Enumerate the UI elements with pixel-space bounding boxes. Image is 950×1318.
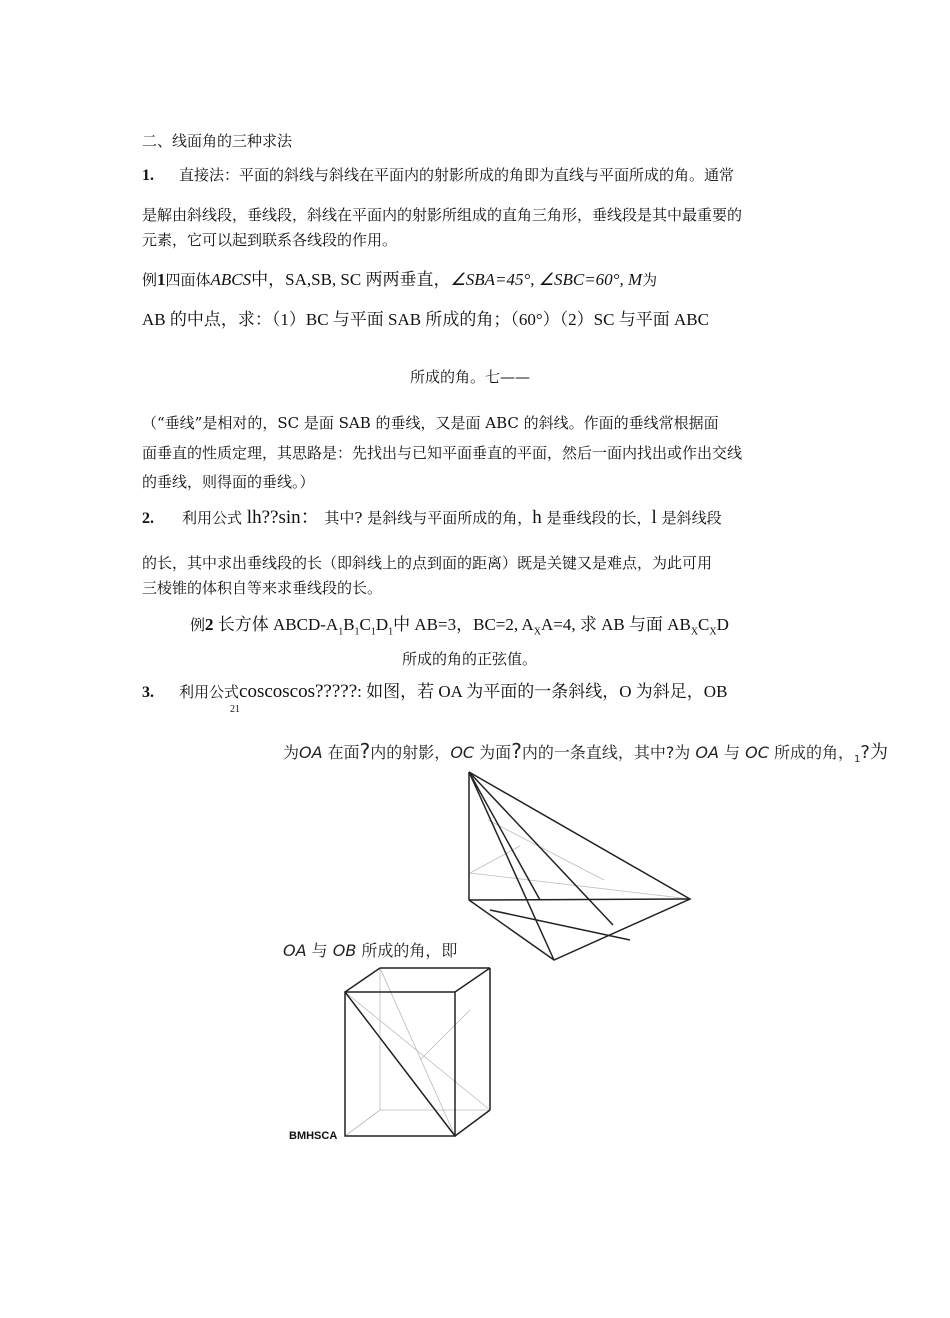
example1-angles: ∠SBA=45°, ∠SBC=60°, M: [450, 270, 643, 289]
method2-text4: 是斜线段: [661, 509, 722, 527]
cap1-sub: 1: [854, 754, 861, 766]
method2-l: l: [651, 507, 657, 528]
cap1-q2: ?: [511, 739, 522, 763]
sub-5: X: [533, 626, 541, 638]
method2-text3: 是垂线段的长，: [546, 509, 652, 527]
method3-formula: coscoscos?????: [239, 681, 358, 702]
note-line1: （“垂线”是相对的，SC 是面 SAB 的垂线，又是面 ABC 的斜线。作面的垂线常根据面: [142, 414, 719, 432]
section-heading: 二、线面角的三种求法: [142, 132, 293, 150]
method2-h: h: [532, 507, 542, 528]
box-hidden-lines: [345, 968, 490, 1136]
method1-line2: 是解由斜线段，垂线段，斜线在平面内的射影所组成的直角三角形，垂线段是其中最重要的: [142, 206, 743, 224]
cap1-t2: 在面: [327, 743, 360, 762]
method2-line3: 三棱锥的体积自等来求垂线段的长。: [142, 579, 383, 597]
method1-line3: 元素，它可以起到联系各线段的作用。: [142, 231, 398, 249]
cap1-oa2: OA: [695, 743, 719, 762]
sub-3: 1: [370, 626, 376, 638]
cap1-oa: OA: [299, 743, 323, 762]
method2-text2: 其中? 是斜线与平面所成的角，: [324, 509, 533, 527]
example2-c: C: [359, 615, 371, 634]
example1-line2: AB 的中点，求：（1）BC 与平面 SAB 所成的角；（60°）（2）SC 与平面 ABC: [142, 310, 709, 329]
cap1-oc2: OC: [745, 743, 769, 762]
method3-subscript: 21: [230, 704, 240, 715]
example1-text2: 中，SA,SB, SC 两两垂直，: [251, 270, 451, 289]
cap2-t1: 与: [311, 941, 328, 960]
example1-text: 四面体: [165, 271, 211, 289]
sub-2: 1: [354, 626, 360, 638]
cap2-oa: OA: [283, 941, 307, 960]
example2-b: B: [343, 615, 355, 634]
example2-d: D: [375, 615, 389, 634]
example2-text: 长方体 ABCD-A: [217, 615, 339, 634]
example2-label: 例: [190, 616, 206, 634]
method1-number: 1.: [142, 167, 154, 184]
method2-number: 2.: [142, 510, 154, 527]
cap1-t8: ?为: [860, 742, 888, 763]
method3-number: 3.: [142, 684, 154, 701]
cap1-t6: 与: [724, 743, 741, 762]
example2-text3: A=4, 求 AB 与面 AB: [540, 615, 691, 634]
note-line3: 的垂线，则得面的垂线。）: [142, 473, 315, 491]
cap1-t1: 为: [283, 743, 300, 762]
method3-text: 利用公式: [179, 683, 240, 701]
method2-text: 利用公式: [182, 509, 243, 527]
cap1-oc: OC: [450, 743, 475, 762]
example1-line3: 所成的角。七——: [410, 368, 531, 386]
example1-label: 例: [142, 271, 158, 289]
example1-solid: ABCS: [210, 270, 252, 289]
cap1-q1: ?: [359, 739, 371, 763]
box-figure-label: BMHSCA: [289, 1130, 338, 1142]
sub-7: X: [709, 626, 717, 638]
sub-6: X: [690, 626, 699, 638]
example1-number: 1: [157, 270, 166, 289]
cap2-ob: OB: [332, 941, 357, 960]
method2-formula: lh??sin：: [246, 507, 320, 528]
example2-c2: C: [698, 615, 710, 634]
example2-d2: D: [716, 615, 729, 634]
note-line2: 面垂直的性质定理，其思路是：先找出与已知平面垂直的平面，然后一面内找出或作出交线: [142, 444, 743, 462]
example2-number: 2: [205, 615, 214, 634]
example1-text3: 为: [642, 271, 658, 289]
sub-4: 1: [388, 626, 394, 638]
method2-line2: 的长，其中求出垂线段的长（即斜线上的点到面的距离）既是关键又是难点，为此可用: [142, 554, 713, 572]
sub-1: 1: [338, 626, 344, 638]
example2-line2: 所成的角的正弦值。: [402, 650, 538, 668]
cap1-t7: 所成的角，: [774, 743, 855, 762]
cap1-t3: 内的射影，: [370, 743, 451, 762]
method1-text: 直接法：平面的斜线与斜线在平面内的射影所成的角即为直线与平面所成的角。通常: [179, 166, 735, 184]
example2-text2: 中 AB=3，BC=2, A: [393, 615, 534, 634]
cap2-t2: 所成的角，即: [361, 941, 458, 960]
cap1-t5: 内的一条直线，其中?为: [521, 743, 691, 762]
method3-text2: : 如图，若 OA 为平面的一条斜线，O 为斜足，OB: [357, 682, 728, 701]
cap1-t4: 为面: [479, 743, 512, 762]
